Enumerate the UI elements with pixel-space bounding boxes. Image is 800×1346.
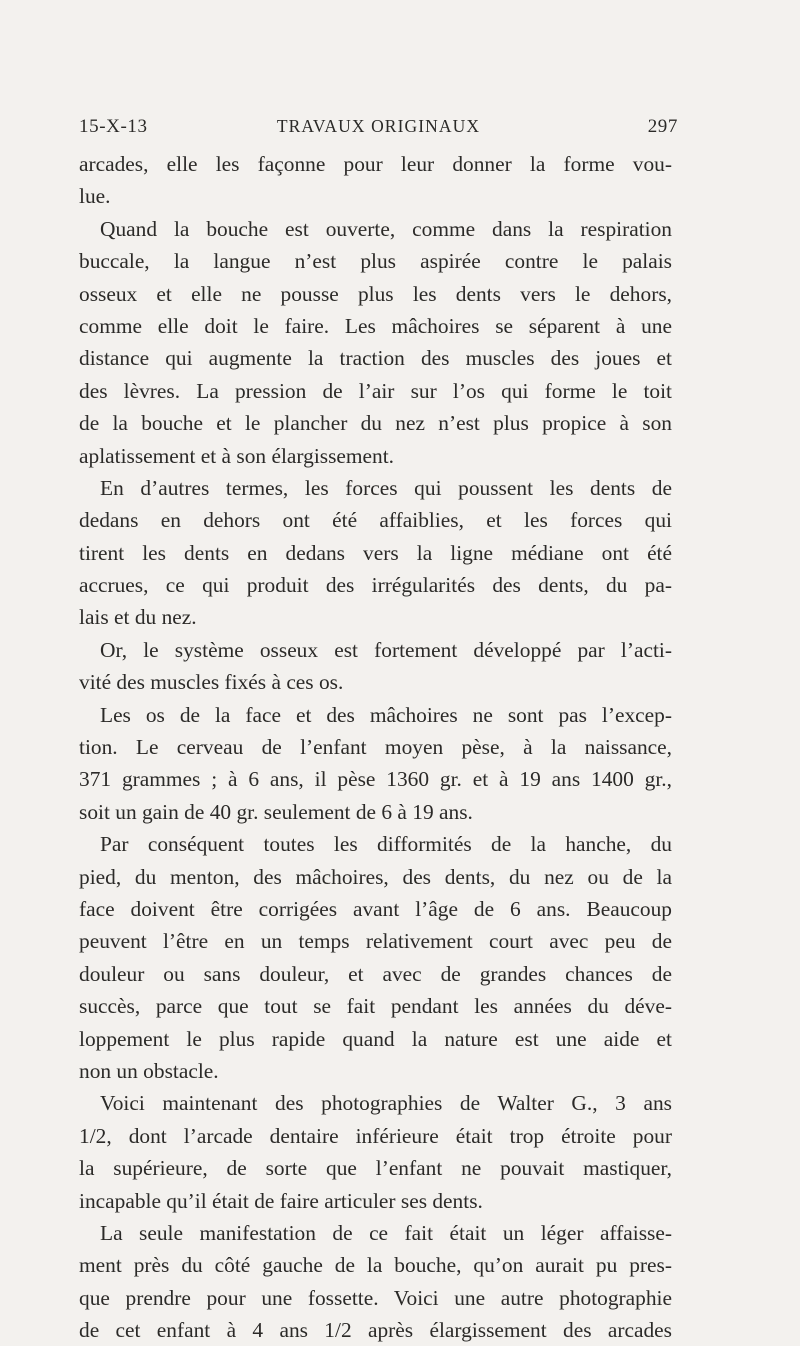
text-line: buccale, la langue n’est plus aspirée contre le palais [79,249,672,274]
text-line: En d’autres termes, les forces qui poussent les dents de [100,475,672,500]
text-line: face doivent être corrigées avant l’âge de 6 ans. Beaucoup [79,896,672,921]
text-line: pied, du menton, des mâchoires, des dents, du nez ou de la [79,864,672,889]
text-line: de cet enfant à 4 ans 1/2 après élargissement des arcades [79,1318,672,1343]
text-line: soit un gain de 40 gr. seulement de 6 à 19 ans. [79,799,473,824]
text-line: succès, parce que tout se fait pendant les années du déve- [79,994,672,1019]
text-line: incapable qu’il était de faire articuler ses dents. [79,1188,483,1213]
text-line: que prendre pour une fossette. Voici une autre photographie [79,1285,672,1310]
text-line: comme elle doit le faire. Les mâchoires se séparent à une [79,313,672,338]
text-line: Or, le système osseux est fortement développé par l’acti- [100,637,672,662]
text-line: vité des muscles fixés à ces os. [79,670,344,695]
text-line: douleur ou sans douleur, et avec de grandes chances de [79,961,672,986]
text-line: accrues, ce qui produit des irrégularités des dents, du pa- [79,573,672,598]
body-text [79,148,672,1346]
text-line: tion. Le cerveau de l’enfant moyen pèse, à la naissance, [79,735,672,760]
text-line: dedans en dehors ont été affaiblies, et les forces qui [79,508,672,533]
text-line: distance qui augmente la traction des muscles des joues et [79,346,672,371]
text-line: des lèvres. La pression de l’air sur l’os qui forme le toit [79,378,672,403]
text-line: Par conséquent toutes les difformités de la hanche, du [100,832,672,857]
page-number: 297 [647,116,678,137]
text-line: La seule manifestation de ce fait était un léger affaisse- [100,1220,672,1245]
text-line: arcades, elle les façonne pour leur donner la forme vou- [79,152,672,176]
text-line: lais et du nez. [79,605,197,630]
text-line: de la bouche et le plancher du nez n’est plus propice à son [79,411,672,436]
text-line: Les os de la face et des mâchoires ne sont pas l’excep- [100,702,672,727]
text-line: tirent les dents en dedans vers la ligne médiane ont été [79,540,672,565]
running-head [79,116,678,144]
text-line: 1/2, dont l’arcade dentaire inférieure était trop étroite pour [79,1123,672,1148]
text-line: Voici maintenant des photographies de Walter G., 3 ans [100,1091,672,1116]
text-line: la supérieure, de sorte que l’enfant ne pouvait mastiquer, [79,1156,672,1181]
issue-date: 15-X-13 [79,116,148,137]
text-line: ment près du côté gauche de la bouche, qu’on aurait pu pres- [79,1253,672,1278]
text-line: lue. [79,184,111,209]
text-line: Quand la bouche est ouverte, comme dans la respiration [100,216,672,241]
text-line: peuvent l’être en un temps relativement court avec peu de [79,929,672,954]
text-line: osseux et elle ne pousse plus les dents vers le dehors, [79,281,672,306]
text-line: loppement le plus rapide quand la nature est une aide et [79,1026,672,1051]
text-line: non un obstacle. [79,1058,219,1083]
section-title: TRAVAUX ORIGINAUX [276,116,481,136]
text-line: aplatissement et à son élargissement. [79,443,395,468]
text-line: 371 grammes ; à 6 ans, il pèse 1360 gr. et à 19 ans 1400 gr., [79,767,672,792]
